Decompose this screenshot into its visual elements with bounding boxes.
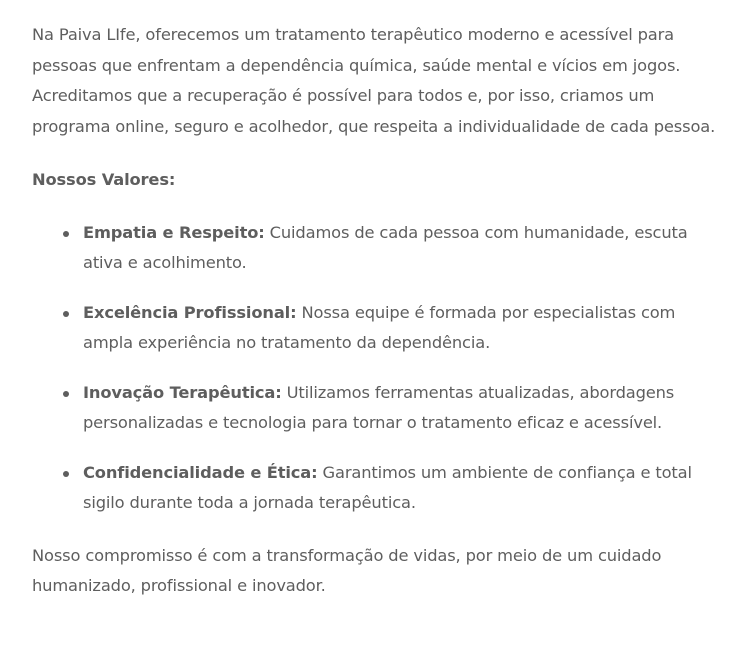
bullet-icon [63, 311, 69, 317]
bullet-icon [63, 391, 69, 397]
list-item-inovacao [83, 378, 726, 439]
bullet-icon [63, 471, 69, 477]
values-list [32, 218, 726, 519]
list-item-empatia [83, 218, 726, 279]
value-text: Garantimos um ambiente de confiança e total sigilo durante toda a jornada terapêutica. [83, 462, 692, 512]
value-title: Inovação Terapêutica: [83, 382, 282, 402]
values-heading: Nossos Valores: [32, 170, 176, 189]
list-item-confidencialidade [83, 458, 726, 519]
value-text: Nossa equipe é formada por especialistas com ampla experiência no tratamento da dependência. [83, 302, 676, 352]
value-title: Excelência Profissional: [83, 302, 297, 322]
value-text: Cuidamos de cada pessoa com humanidade, escuta ativa e acolhimento. [83, 222, 688, 272]
closing-paragraph: Nosso compromisso é com a transformação de vidas, por meio de um cuidado humanizado, profissional e inovador. [32, 545, 662, 595]
value-title: Confidencialidade e Ética: [83, 462, 318, 482]
bullet-icon [63, 231, 69, 237]
value-title: Empatia e Respeito: [83, 222, 265, 242]
value-text: Utilizamos ferramentas atualizadas, abordagens personalizadas e tecnologia para tornar o tratamento eficaz e acessível. [83, 382, 675, 432]
list-item-excelencia [83, 298, 726, 359]
intro-paragraph: Na Paiva LIfe, oferecemos um tratamento terapêutico moderno e acessível para pessoas que enfrentam a dependência química, saúde mental e vícios em jogos. Acreditamos que a recuperação é possível para todos e, por isso, criamos um programa online, seguro e acolhedor, que respeita a individualidade de cada pessoa. [32, 25, 716, 136]
